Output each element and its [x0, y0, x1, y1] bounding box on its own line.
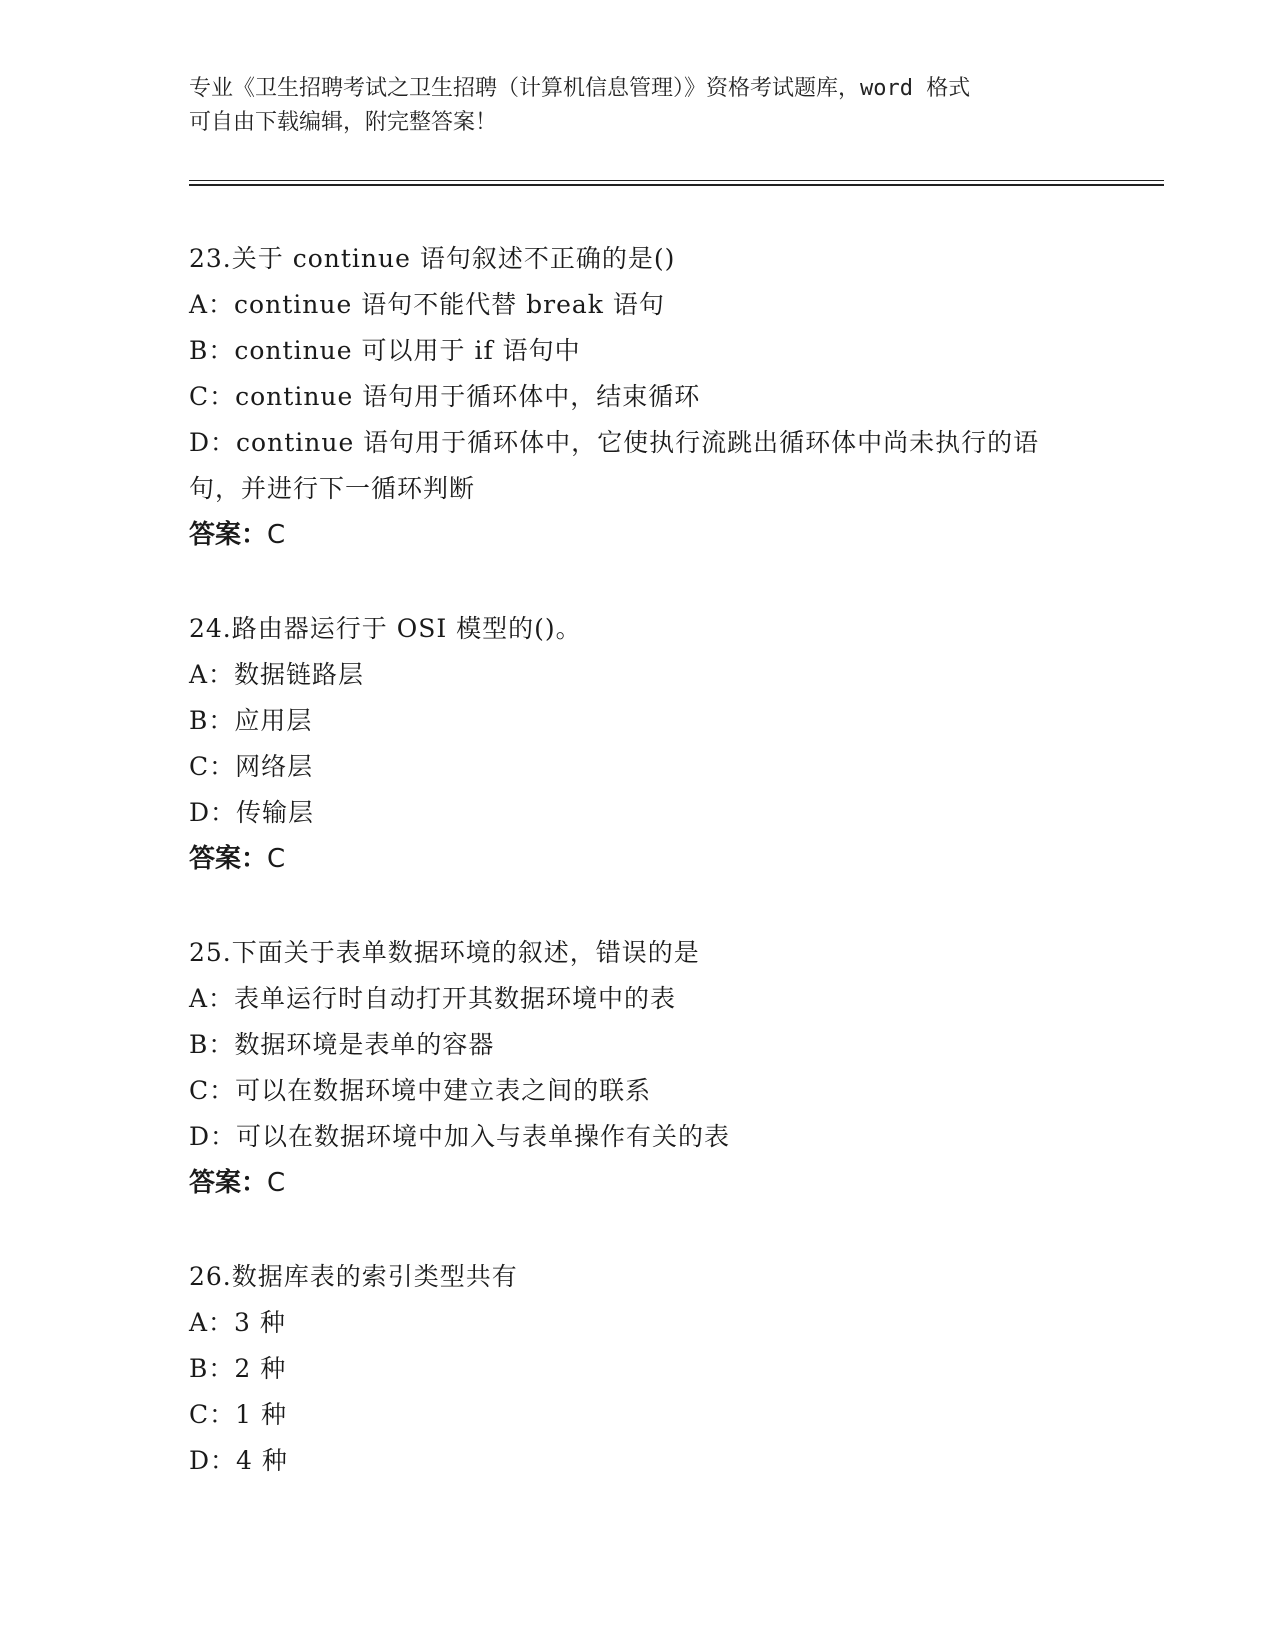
option-c: C：网络层	[189, 752, 314, 781]
question-title: 26.数据库表的索引类型共有	[189, 1262, 518, 1291]
answer-line	[189, 512, 1089, 558]
header-divider-bottom	[189, 184, 1164, 186]
option-d: D：传输层	[189, 798, 315, 827]
option-b: B：2 种	[189, 1354, 287, 1383]
answer-value: C	[267, 1168, 286, 1198]
option-b: B：数据环境是表单的容器	[189, 1030, 495, 1059]
answer-line	[189, 836, 1089, 882]
option-b: B：应用层	[189, 706, 313, 735]
question-26	[189, 1254, 1089, 1484]
header-divider-top	[189, 180, 1164, 181]
option-a: A：数据链路层	[189, 660, 365, 689]
question-23	[189, 236, 1089, 558]
answer-value: C	[267, 520, 286, 550]
question-24	[189, 606, 1089, 882]
option-b: B：continue 可以用于 if 语句中	[189, 336, 581, 365]
question-title: 24.路由器运行于 OSI 模型的()。	[189, 614, 582, 643]
option-a: A：表单运行时自动打开其数据环境中的表	[189, 984, 677, 1013]
option-d: D：continue 语句用于循环体中，它使执行流跳出循环体中尚未执行的语句，并进行下一循环判断	[189, 428, 1040, 503]
header-line-1: 专业《卫生招聘考试之卫生招聘（计算机信息管理）》资格考试题库，word 格式	[189, 76, 971, 101]
option-c: C：continue 语句用于循环体中，结束循环	[189, 382, 701, 411]
question-25	[189, 930, 1089, 1206]
option-a: A：continue 语句不能代替 break 语句	[189, 290, 665, 319]
answer-label: 答案：	[189, 520, 268, 550]
document-header	[189, 72, 1089, 140]
option-a: A：3 种	[189, 1308, 286, 1337]
option-d: D：可以在数据环境中加入与表单操作有关的表	[189, 1122, 731, 1151]
option-d: D：4 种	[189, 1446, 288, 1475]
answer-label: 答案：	[189, 844, 268, 874]
question-title: 23.关于 continue 语句叙述不正确的是()	[189, 244, 676, 273]
answer-value: C	[267, 844, 286, 874]
question-list	[189, 236, 1089, 1532]
question-title: 25.下面关于表单数据环境的叙述，错误的是	[189, 938, 700, 967]
option-c: C：可以在数据环境中建立表之间的联系	[189, 1076, 652, 1105]
option-c: C：1 种	[189, 1400, 287, 1429]
header-line-2: 可自由下载编辑，附完整答案！	[189, 110, 498, 135]
answer-line	[189, 1160, 1089, 1206]
answer-label: 答案：	[189, 1168, 268, 1198]
